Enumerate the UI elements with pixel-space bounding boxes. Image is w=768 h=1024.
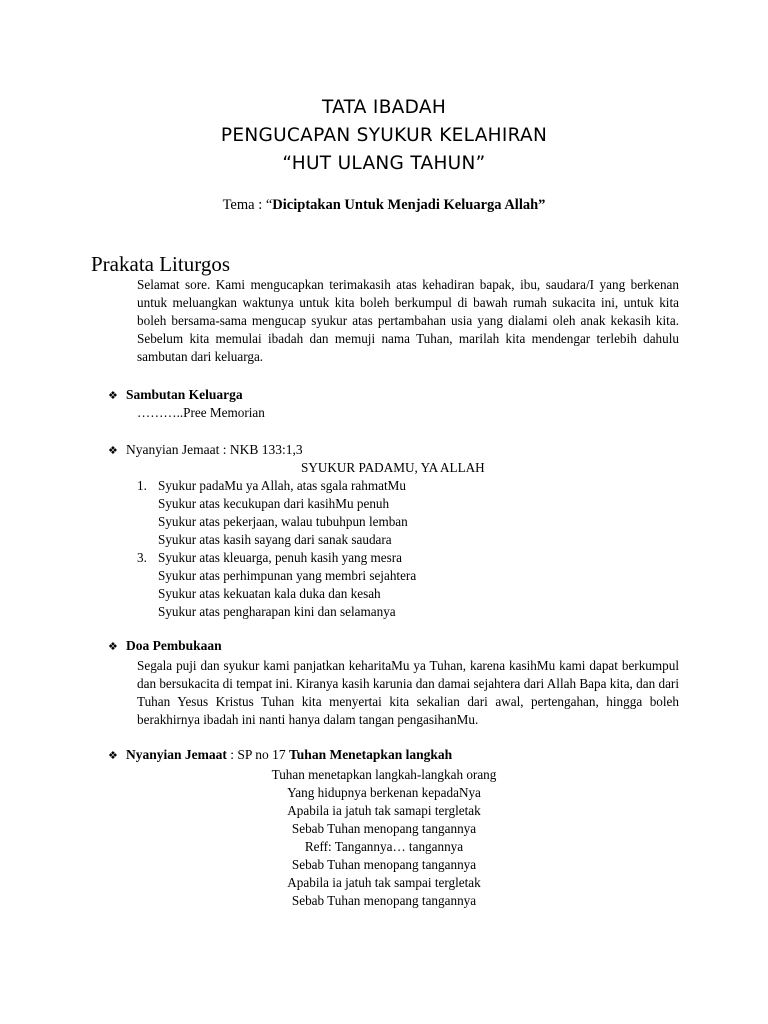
song-line: Sebab Tuhan menopang tangannya <box>291 821 477 836</box>
diamond-bullet-icon <box>109 390 119 400</box>
song-line: Apabila ia jatuh tak sampai tergletak <box>287 875 481 890</box>
document-subtitle: PENGUCAPAN SYUKUR KELAHIRAN <box>220 125 548 146</box>
bullet-item-doa <box>109 637 222 655</box>
song-line: Yang hidupnya berkenan kepadaNya <box>287 785 481 800</box>
verse-line: Syukur atas perhimpunan yang membri sejahtera <box>158 568 417 583</box>
song-line: Sebab Tuhan menopang tangannya <box>291 857 477 872</box>
verse-line: Syukur atas kleuarga, penuh kasih yang mesra <box>158 550 403 565</box>
doa-label: Doa Pembukaan <box>126 638 222 653</box>
sambutan-subline: ………..Pree Memorian <box>137 405 265 420</box>
verse-line: Syukur atas kecukupan dari kasihMu penuh <box>158 496 390 511</box>
document-subtitle-occasion: “HUT ULANG TAHUN” <box>282 153 486 174</box>
diamond-bullet-icon <box>109 445 119 455</box>
sambutan-label: Sambutan Keluarga <box>126 387 243 402</box>
diamond-bullet-icon <box>109 750 119 760</box>
song-line: Apabila ia jatuh tak samapi tergletak <box>287 803 481 818</box>
theme-line <box>0 197 768 214</box>
verse-line: Syukur atas kasih sayang dari sanak saudara <box>158 532 392 547</box>
theme-label: Tema : “ <box>222 197 273 213</box>
bullet-item-nyanyian-sp <box>109 746 452 764</box>
doa-paragraph: Segala puji dan syukur kami panjatkan keharitaMu ya Tuhan, karena kasihMu kami dapat berkumpul dan bersukacita di tempat ini. Kiranya kasih karunia dan damai sejahtera dari Allah Bapa kita, dan dari Tuhan Yesus Kristus Tuhan kita menyertai kita sekalian dari awal, pertengahan, hingga boleh berakhirnya ibadah ini nanti hanya dalam tangan pengasihanMu. <box>137 658 679 727</box>
verse-line: Syukur atas pekerjaan, walau tubuhpun lemban <box>158 514 408 529</box>
verse-line: Syukur atas kekuatan kala duka dan kesah <box>158 586 381 601</box>
theme-value: Diciptakan Untuk Menjadi Keluarga Allah” <box>272 197 546 213</box>
verse-line: Syukur atas pengharapan kini dan selamanya <box>158 604 396 619</box>
diamond-bullet-icon <box>109 641 119 651</box>
verse-line: Syukur padaMu ya Allah, atas sgala rahmatMu <box>158 478 406 493</box>
song-line: Sebab Tuhan menopang tangannya <box>291 893 477 908</box>
song-line: Tuhan menetapkan langkah-langkah orang <box>271 767 497 782</box>
verse-number: 1. <box>137 478 147 493</box>
verse-number: 3. <box>137 550 147 565</box>
nyanyian-nkb-label: Nyanyian Jemaat : NKB 133:1,3 <box>126 442 303 457</box>
prakata-paragraph: Selamat sore. Kami mengucapkan terimakasih atas kehadiran bapak, ibu, saudara/I yang berkenan untuk meluangkan waktunya untuk kita boleh berkumpul di bawah rumah sukacita ini, untuk kita boleh bersama-sama mengucap syukur atas pertambahan usia yang dialami oleh anak kekasih kita. Sebelum kita memulai ibadah dan memuji nama Tuhan, marilah kita mendengar terlebih dahulu sambutan dari keluarga. <box>137 277 679 364</box>
section-heading-prakata: Prakata Liturgos <box>91 252 231 276</box>
bullet-item-nyanyian-nkb <box>109 441 303 459</box>
document-title: TATA IBADAH <box>321 97 447 118</box>
nyanyian-sp-title: Tuhan Menetapkan langkah <box>289 747 453 762</box>
nyanyian-sp-number: : SP no 17 <box>226 747 290 762</box>
nyanyian-sp-label: Nyanyian Jemaat <box>126 747 227 762</box>
song-line: Reff: Tangannya… tangannya <box>304 839 464 854</box>
bullet-item-sambutan <box>109 386 243 404</box>
song-title: SYUKUR PADAMU, YA ALLAH <box>301 460 485 475</box>
